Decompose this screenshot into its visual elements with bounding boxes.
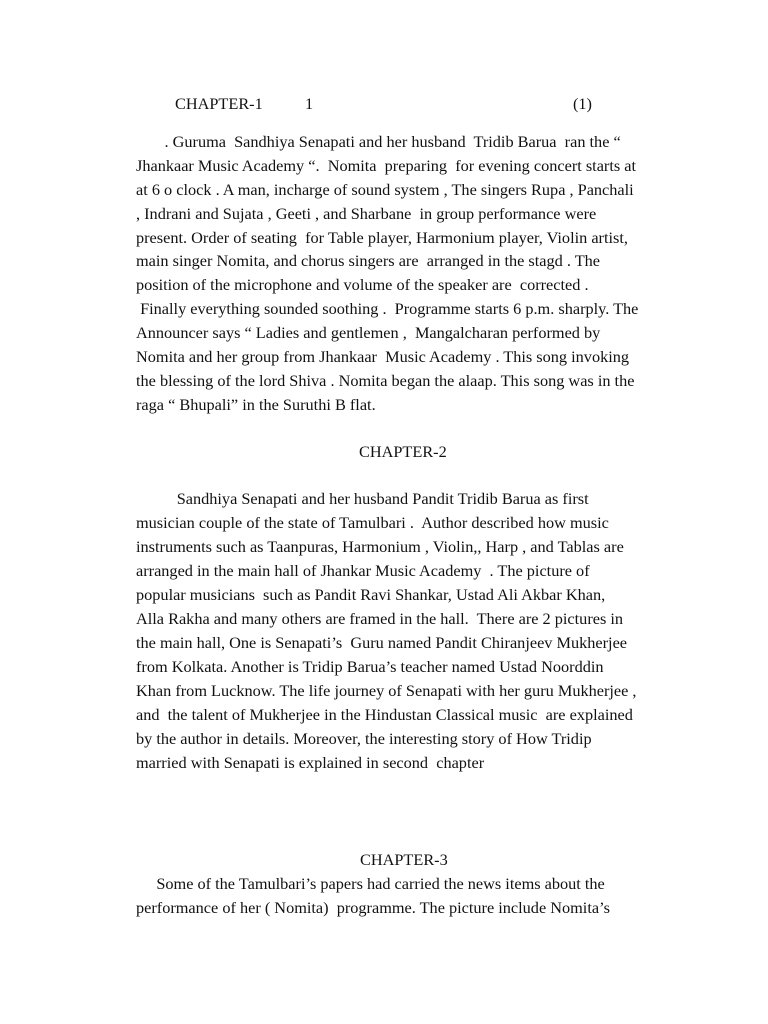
paragraph-line: raga “ Bhupali” in the Suruthi B flat. <box>136 395 376 414</box>
paragraph-line: performance of her ( Nomita) programme. The picture include Nomita’s <box>136 898 610 917</box>
paragraph-line: Jhankaar Music Academy “. Nomita preparing for evening concert starts at <box>136 156 637 175</box>
paragraph-line: the main hall, One is Senapati’s Guru named Pandit Chiranjeev Mukherjee <box>136 633 628 652</box>
paragraph-line: Announcer says “ Ladies and gentlemen , Mangalcharan performed by <box>136 323 601 342</box>
paragraph-line: , Indrani and Sujata , Geeti , and Sharbane in group performance were <box>136 204 597 223</box>
page-marker: (1) <box>573 94 592 113</box>
paragraph-line: by the author in details. Moreover, the interesting story of How Tridip <box>136 729 592 748</box>
paragraph-line: the blessing of the lord Shiva . Nomita began the alaap. This song was in the <box>136 371 635 390</box>
paragraph-line: married with Senapati is explained in second chapter <box>136 753 485 772</box>
paragraph-line: popular musicians such as Pandit Ravi Shankar, Ustad Ali Akbar Khan, <box>136 585 606 604</box>
paragraph-line: . Guruma Sandhiya Senapati and her husband Tridib Barua ran the “ <box>136 132 621 151</box>
paragraph-line: position of the microphone and volume of the speaker are corrected . <box>136 275 589 294</box>
paragraph-line: main singer Nomita, and chorus singers are arranged in the stagd . The <box>136 251 601 270</box>
paragraph-line: arranged in the main hall of Jhankar Music Academy . The picture of <box>136 561 590 580</box>
paragraph-line: Nomita and her group from Jhankaar Music Academy . This song invoking <box>136 347 630 366</box>
paragraph-line: instruments such as Taanpuras, Harmonium , Violin,, Harp , and Tablas are <box>136 537 624 556</box>
chapter-1-heading: CHAPTER-1 <box>175 94 263 113</box>
paragraph-line: musician couple of the state of Tamulbari . Author described how music <box>136 513 609 532</box>
paragraph-line: present. Order of seating for Table player, Harmonium player, Violin artist, <box>136 228 628 247</box>
paragraph-line: Some of the Tamulbari’s papers had carried the news items about the <box>136 874 605 893</box>
paragraph-line: from Kolkata. Another is Tridip Barua’s teacher named Ustad Noorddin <box>136 657 604 676</box>
paragraph-line: Khan from Lucknow. The life journey of Senapati with her guru Mukherjee , <box>136 681 637 700</box>
chapter-3-heading: CHAPTER-3 <box>360 850 448 869</box>
paragraph-line: and the talent of Mukherjee in the Hindustan Classical music are explained <box>136 705 633 724</box>
paragraph-line: Finally everything sounded soothing . Programme starts 6 p.m. sharply. The <box>136 299 639 318</box>
paragraph-line: Sandhiya Senapati and her husband Pandit Tridib Barua as first <box>136 489 589 508</box>
paragraph-line: at 6 o clock . A man, incharge of sound system , The singers Rupa , Panchali <box>136 180 634 199</box>
paragraph-line: Alla Rakha and many others are framed in the hall. There are 2 pictures in <box>136 609 624 628</box>
chapter-2-heading: CHAPTER-2 <box>359 442 447 461</box>
page-number: 1 <box>305 94 314 113</box>
